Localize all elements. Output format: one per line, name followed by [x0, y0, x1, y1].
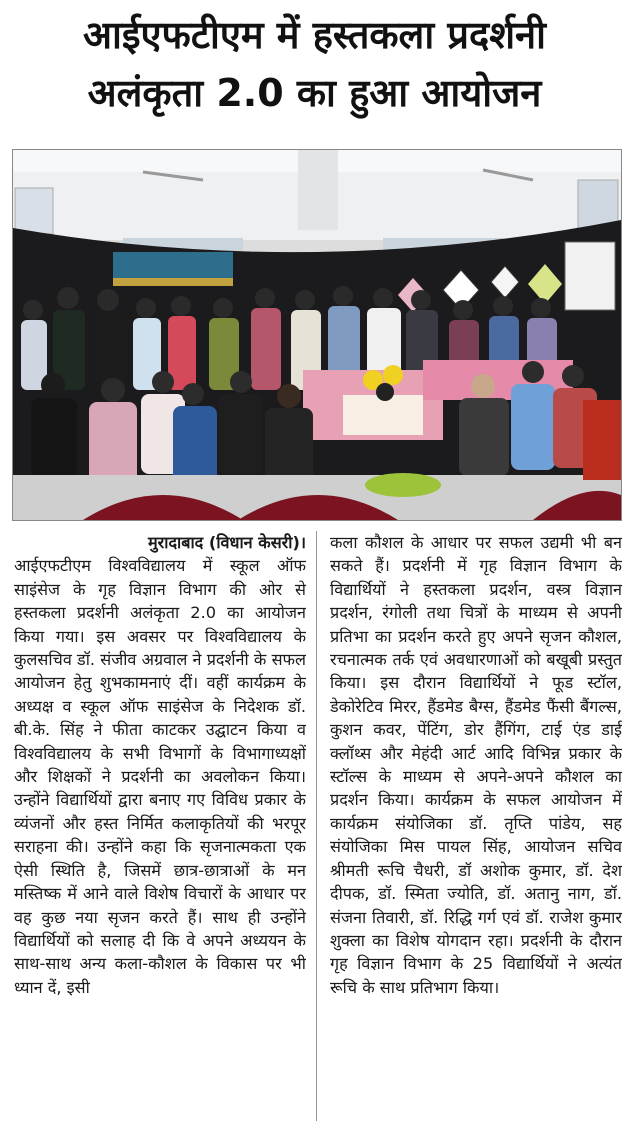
exhibition-photo-illustration	[13, 150, 621, 520]
article-body-right: कला कौशल के आधार पर सफल उद्यमी भी बन सकते हैं। प्रदर्शनी में गृह विज्ञान विभाग के विद्यार्थियों ने हस्तकला प्रदर्शन, वस्त्र विज्ञान प्रदर्शन, रंगोली तथा चित्रों के माध्यम से अपनी प्रतिभा का प्रदर्शन करते हुए अपने सृजन कौशल, रचनात्मक तर्क एवं अवधारणाओं को बखूबी प्रस्तुत किया। इस दौरान विद्यार्थियों ने फूड स्टॉल, डेकोरेटिव मिरर, हैंडमेड बैग्स, हैंडमेड फैंसी बैंगल्स, कुशन कवर, पेंटिंग, डोर हैंगिंग, टाई एंड डाई क्लॉथ्स और मेहंदी आर्ट आदि विभिन्न प्रकार के स्टॉल्स के माध्यम से अपने-अपने कौशल का प्रदर्शन किया। कार्यक्रम के सफल आयोजन में कार्यक्रम संयोजिका डॉ. तृप्ति पांडेय, सह संयोजिका मिस पायल सिंह, आयोजन सचिव श्रीमती रूचि चैधरी, डॉ अशोक कुमार, डॉ. देश दीपक, डॉ. स्मिता ज्योति, डॉ. अतानु नाग, डॉ. संजना तिवारी, डॉ. रिद्धि गर्ग एवं डॉ. राजेश कुमार शुक्ला का विशेष योगदान रहा। प्रदर्शनी के दौरान गृह विज्ञान विभाग के 25 विद्यार्थियों ने अत्यंत रूचि के साथ प्रतिभाग किया।	[330, 533, 622, 997]
headline	[0, 6, 629, 122]
article-column-right	[330, 531, 622, 1123]
article-dateline: मुरादाबाद (विधान केसरी)।	[147, 533, 306, 552]
headline-line-2: अलंकृता 2.0 का हुआ आयोजन	[87, 71, 542, 115]
article-column-left	[14, 531, 306, 1123]
column-divider	[316, 531, 317, 1121]
article-body-left: आईएफटीएम विश्वविद्यालय में स्कूल ऑफ साइंसेज के गृह विज्ञान विभाग की ओर से हस्तकला प्रदर्शनी अलंकृता 2.0 का आयोजन किया गया। इस अवसर पर विश्वविद्यालय के कुलसचिव डॉ. संजीव अग्रवाल ने प्रदर्शनी के सफल आयोजन हेतु शुभकामनाएं दीं। वहीं कार्यक्रम के अध्यक्ष व स्कूल ऑफ साइंसेज के निदेशक डॉ. बी.के. सिंह ने फीता काटकर उद्घाटन किया व विश्वविद्यालय के सभी विभागों के विभागाध्यक्षों और शिक्षकों ने प्रदर्शनी का अवलोकन किया। उन्होंने विद्यार्थियों द्वारा बनाए गए विविध प्रकार के व्यंजनों और हस्त निर्मित कलाकृतियों की भरपूर सराहना की। उन्होंने कहा कि सृजनात्मकता एक ऐसी स्थिति है, जिसमें छात्र-छात्राओं के मन मस्तिष्क में आने वाले विशेष विचारों के आधार पर वह कुछ नया सृजन करते हैं। साथ ही उन्होंने विद्यार्थियों को सलाह दी कि वे अपने अध्ययन के साथ-साथ अन्य कला-कौशल के विकास पर भी ध्यान दें, इसी	[14, 556, 306, 997]
exhibition-photo	[12, 149, 622, 521]
headline-line-1: आईएफटीएम में हस्तकला प्रदर्शनी	[83, 13, 546, 57]
